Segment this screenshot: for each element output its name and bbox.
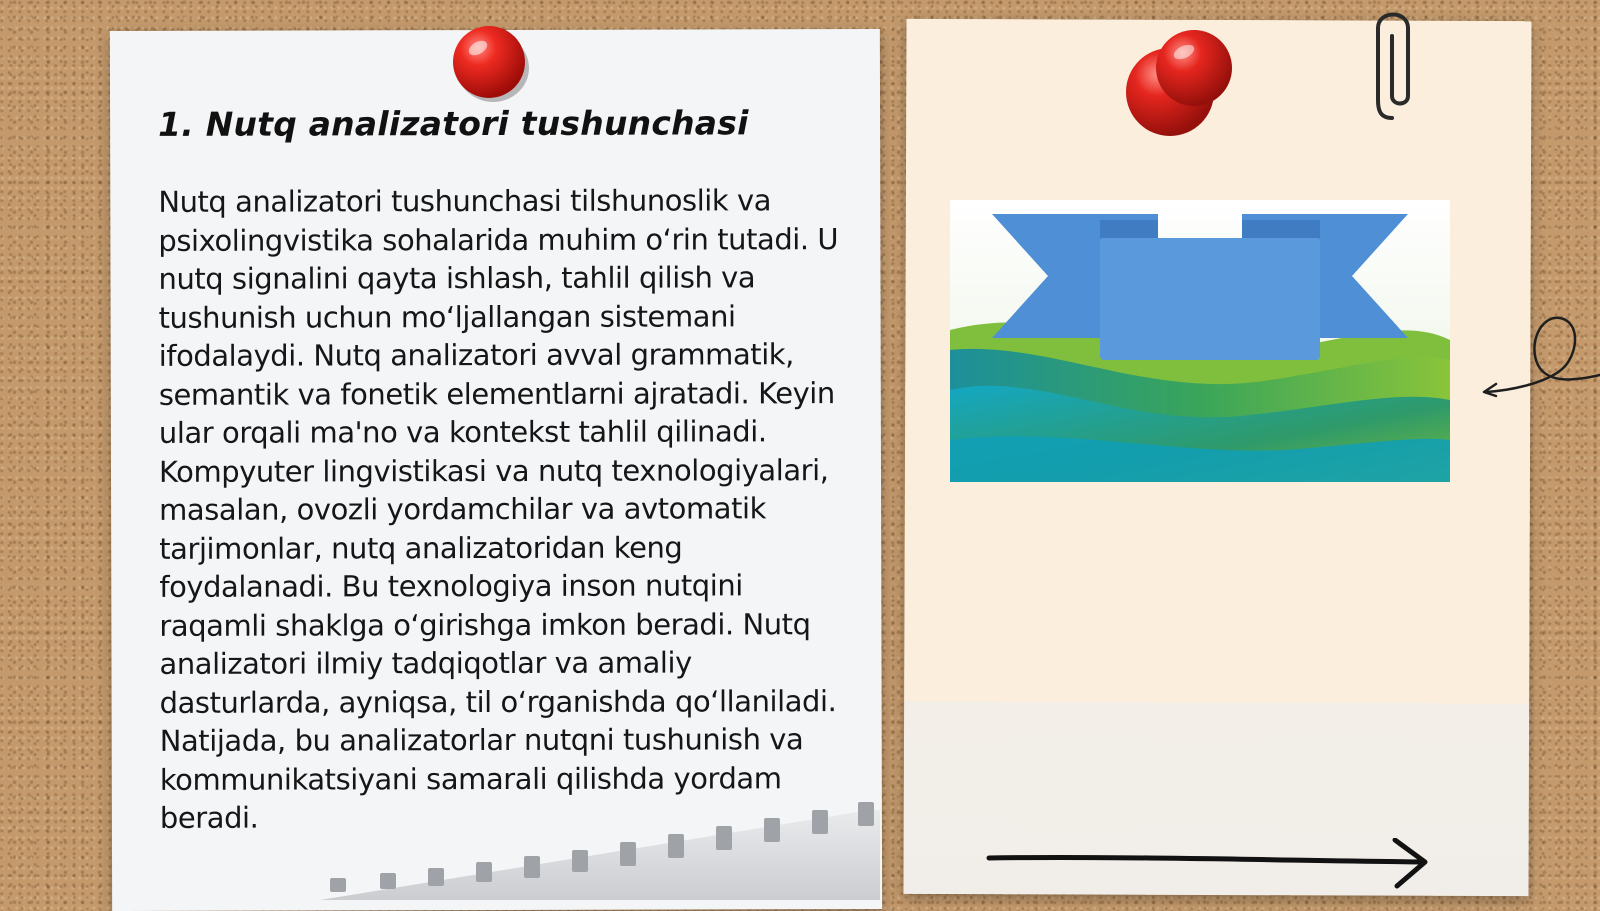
push-pin-icon	[1122, 30, 1262, 140]
slide-thumbnail-image	[950, 200, 1450, 482]
left-note-paper	[110, 29, 882, 911]
push-pin-icon	[448, 20, 534, 106]
page-title: 1. Nutq analizatori tushunchasi	[158, 103, 749, 144]
body-paragraph: Nutq analizatori tushunchasi tilshunoslik va psixolingvistika sohalarida muhim o‘rin tutadi. U nutq signalini qayta ishlash, tahlil qilish va tushunish uchun mo‘ljallangan sistemani ifodalaydi. Nutq analizatori avval grammatik, semantik va fonetik elementlarni ajratadi. Keyin ular orqali ma'no va kontekst tahlil qilinadi. Kompyuter lingvistikasi va nutq texnologiyalari, masalan, ovozli yordamchilar va avtomatik tarjimonlar, nutq analizatoridan keng foydalanadi. Bu texnologiya inson nutqini raqamli shaklga o‘girishga imkon beradi. Nutq analizatori ilmiy tadqiqotlar va amaliy dasturlarda, ayniqsa, til o‘rganishda qo‘llaniladi. Natijada, bu analizatorlar nutqni tushunish va kommunikatsiyani samarali qilishda yordam beradi.	[158, 183, 839, 835]
arrow-right-icon	[985, 838, 1445, 898]
paperclip-icon	[1370, 0, 1430, 130]
landscape-ribbon-graphic	[950, 200, 1450, 482]
loop-arrow-icon	[1478, 310, 1600, 410]
